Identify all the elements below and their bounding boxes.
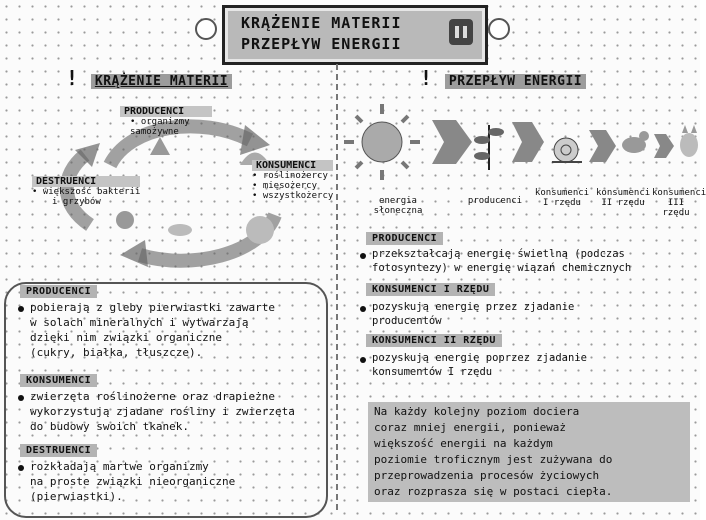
cycle-decomposers-label: DESTRUENCI: [32, 176, 140, 187]
left-section-producers-head: PRODUCENCI: [20, 285, 97, 298]
left-section-producers-text: [30, 300, 325, 360]
left-section-consumers-head: KONSUMENCI: [20, 374, 97, 387]
text-line: przekształcają energię świetlną (podczas: [372, 248, 625, 260]
left-section-decomposers-head: DESTRUENCI: [20, 444, 97, 457]
text-line: rozkładają martwe organizmy: [30, 460, 209, 473]
cycle-producers-label: PRODUCENCI: [120, 106, 212, 117]
flow-label-consumers-1: konsumenci I rzędu: [534, 188, 590, 208]
emblem-icon: [447, 16, 475, 48]
title-line-1: KRĄŻENIE MATERII: [241, 14, 402, 32]
exclamation-icon: !: [420, 66, 433, 90]
sun-icon: [344, 104, 420, 180]
text-line: wykorzystują zjadane rośliny i zwierzęta: [30, 405, 295, 418]
bullet-dot: [360, 357, 366, 363]
text-line: w solach mineralnych i wytwarzają: [30, 316, 249, 329]
right-section-producers-text: [372, 247, 698, 275]
arrow-icon: [512, 122, 544, 162]
text-line: (pierwiastki).: [30, 490, 123, 503]
text-line: producentów: [372, 315, 442, 327]
text-line: (cukry, białka, tłuszcze).: [30, 346, 203, 359]
bullet-dot: [18, 395, 24, 401]
summary-line: poziomie troficznym jest zużywana do: [374, 453, 613, 466]
right-section-consumers2-text: [372, 351, 698, 379]
cycle-consumers-item-3: • wszystkożercy: [252, 191, 334, 201]
flow-label-consumers-3: konsumenci III rzędu: [652, 188, 706, 218]
flow-label-sun: energia słoneczna: [373, 196, 423, 216]
cycle-consumers-label: KONSUMENCI: [252, 160, 333, 171]
summary-line: coraz mniej energii, ponieważ: [374, 421, 567, 434]
cycle-decomposers: [32, 176, 140, 207]
right-section-consumers2-head: KONSUMENCI II RZĘDU: [366, 334, 502, 347]
right-heading: PRZEPŁYW ENERGII: [445, 74, 586, 89]
cycle-decomposers-item-1: • większość bakterii: [32, 187, 141, 197]
flow-label-consumers-2: konsumenci II rzędu: [596, 188, 651, 208]
summary-line: Na każdy kolejny poziom dociera: [374, 405, 580, 418]
text-line: fotosyntezy) w energię wiązań chemicznych: [372, 262, 632, 274]
cycle-producers: [120, 106, 212, 137]
binder-hole-right: [488, 18, 510, 40]
text-line: zwierzęta roślinożerne oraz drapieżne: [30, 390, 276, 403]
right-heading-wrap: [420, 66, 586, 90]
arrow-icon: [589, 130, 616, 162]
left-heading-wrap: [66, 66, 232, 90]
summary-line: oraz rozprasza się w postaci ciepła.: [374, 485, 613, 498]
cycle-producers-item: • organizmy samożywne: [130, 117, 190, 137]
bullet-dot: [360, 253, 366, 259]
bullet-dot: [18, 465, 24, 471]
title-box: [222, 5, 488, 65]
arrow-icon: [432, 120, 472, 164]
text-line: pozyskują energię przez zjadanie: [372, 301, 575, 313]
left-section-consumers-text: [30, 389, 325, 434]
cycle-consumers: [252, 160, 333, 201]
flow-label-producers: producenci: [467, 196, 523, 206]
text-line: do budowy swoich tkanek.: [30, 420, 189, 433]
text-line: na proste związki nieorganiczne: [30, 475, 236, 488]
bullet-dot: [360, 306, 366, 312]
plant-icon: [474, 125, 504, 170]
summary-line: przeprowadzenia procesów życiowych: [374, 469, 600, 482]
right-section-producers-head: PRODUCENCI: [366, 232, 443, 245]
cycle-consumers-item-2: • mięsożercy: [252, 181, 318, 191]
text-line: dzięki nim związki organiczne: [30, 331, 223, 344]
arrow-icon: [654, 134, 674, 158]
energy-flow-diagram: [344, 100, 700, 185]
summary-box: [368, 402, 690, 502]
exclamation-icon: !: [66, 66, 79, 90]
right-section-consumers1-text: [372, 300, 698, 328]
binder-hole-left: [195, 18, 217, 40]
snail-icon: [552, 138, 582, 162]
fox-icon: [680, 125, 698, 157]
summary-line: większość energii na każdym: [374, 437, 553, 450]
title-line-2: PRZEPŁYW ENERGII: [241, 35, 402, 53]
cycle-consumers-item-1: • roślinożercy: [252, 171, 328, 181]
cycle-decomposers-item-2: i grzybów: [52, 197, 101, 207]
bullet-dot: [18, 306, 24, 312]
left-heading: KRĄŻENIE MATERII: [91, 74, 232, 89]
text-line: konsumentów I rzędu: [372, 366, 493, 378]
bird-icon: [622, 131, 649, 153]
text-line: pobierają z gleby pierwiastki zawarte: [30, 301, 276, 314]
right-section-consumers1-head: KONSUMENCI I RZĘDU: [366, 283, 495, 296]
text-line: pozyskują energię poprzez zjadanie: [372, 352, 587, 364]
left-section-decomposers-text: [30, 459, 325, 504]
